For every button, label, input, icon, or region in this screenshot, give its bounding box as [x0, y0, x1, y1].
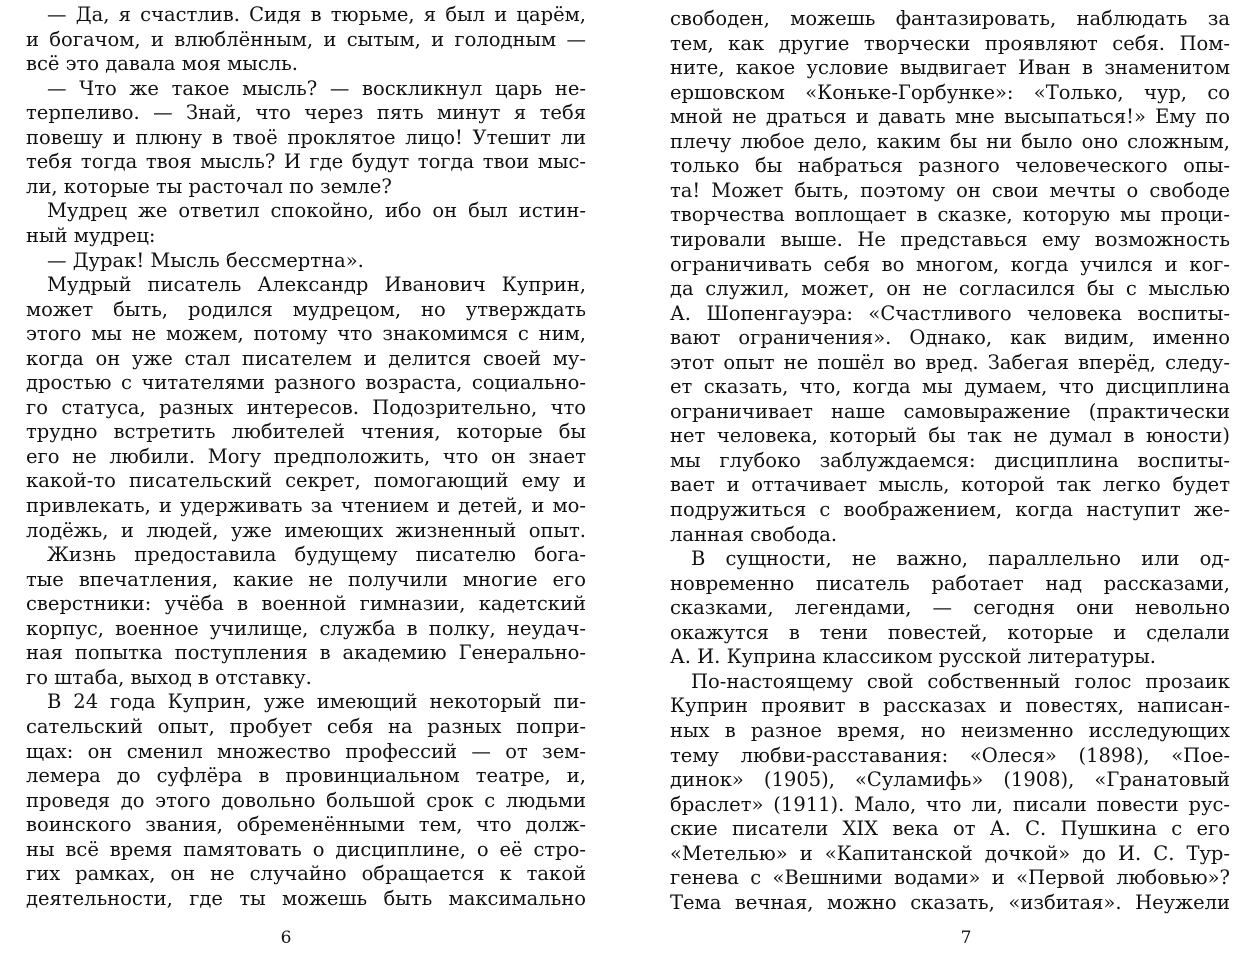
text-line: новременно писатель работает над рассказами, — [670, 571, 1230, 595]
text-line: — Что же такое мысль? — воскликнул царь не- — [47, 76, 586, 100]
page-number-right: 7 — [960, 928, 972, 948]
text-line: повешу и плюну в твоё проклятое лицо! Утешит ли — [26, 125, 586, 149]
text-line: только бы набраться разного человеческого опы- — [670, 154, 1230, 178]
text-line: ный мудрец: — [26, 223, 156, 247]
text-line: вает и оттачивает мысль, которой так легко будет — [670, 473, 1230, 497]
text-line: Тема вечная, можно сказать, «избитая». Неужели — [670, 890, 1230, 914]
text-line: ли, которые ты расточал по земле? — [26, 174, 392, 198]
text-line: го штаба, выход в отставку. — [26, 665, 312, 689]
text-line: тебя тогда твоя мысль? И где будут тогда твои мыс- — [26, 150, 586, 174]
text-line: «Метелью» и «Капитанской дочкой» до И. С. Тур- — [670, 841, 1230, 865]
text-line: мной не драться и давать мне высыпаться!» Ему по — [670, 105, 1230, 129]
text-line: В сущности, не важно, параллельно или од- — [691, 547, 1230, 571]
text-line: браслет» (1911). Мало, что ли, писали повести рус- — [670, 792, 1230, 816]
text-line: В 24 года Куприн, уже имеющий некоторый пи- — [47, 690, 586, 714]
text-line: да служил, может, он не согласился бы с мыслью — [670, 277, 1230, 301]
text-line: какой-то писательский секрет, помогающий ему и — [26, 469, 586, 493]
text-line: его не любили. Могу предположить, что он знает — [26, 444, 586, 468]
text-line: тему любви-расставания: «Олеся» (1898), «Пое- — [670, 743, 1230, 767]
text-line: свободен, можешь фантазировать, наблюдать за — [670, 7, 1230, 30]
text-line: По-настоящему свой собственный голос прозаик — [691, 669, 1230, 693]
text-line: плечу любое дело, каким бы ни было оно сложным, — [670, 129, 1230, 153]
text-line: ограничивать себя во многом, когда учился и ког- — [670, 252, 1230, 276]
text-line: — Дурак! Мысль бессмертна». — [47, 248, 364, 272]
text-line: деятельности, где ты можешь быть максимально — [26, 886, 586, 910]
text-line: щах: он сменил множество профессий — от зем- — [26, 739, 586, 763]
text-line: всё это давала моя мысль. — [26, 52, 298, 76]
page-number-left: 6 — [280, 928, 292, 948]
text-line: ная попытка поступления в академию Генерально- — [26, 641, 586, 665]
text-line: — Да, я счастлив. Сидя в тюрьме, я был и царём, — [47, 3, 586, 26]
text-line: тем, как другие творчески проявляют себя. Пом- — [670, 31, 1230, 55]
text-line: лодёжь, и людей, уже имеющих жизненный опыт. — [26, 518, 586, 542]
text-line: привлекать, и удерживать за чтением и детей, и мо- — [26, 494, 586, 517]
text-line: ет сказать, что, когда мы думаем, что дисциплина — [670, 375, 1230, 399]
text-line: сверстники: учёба в военной гимназии, кадетский — [26, 592, 586, 616]
text-line: лемера до суфлёра в провинциальном театре, и, — [26, 764, 586, 788]
text-line: Мудрый писатель Александр Иванович Куприн, — [47, 273, 586, 297]
text-line: Мудрец же ответил спокойно, ибо он был истин- — [47, 199, 586, 223]
text-line: ограничивает наше самовыражение (практически — [670, 399, 1230, 423]
text-line: та! Может быть, поэтому он свои мечты о свободе — [670, 178, 1230, 202]
text-line: и богачом, и влюблённым, и сытым, и голодным — — [26, 27, 586, 51]
text-line: проведя до этого довольно большой срок с людьми — [26, 788, 586, 812]
text-line: А. И. Куприна классиком русской литературы. — [670, 645, 1156, 669]
text-line: творчества воплощает в сказке, которую мы проци- — [670, 203, 1230, 227]
text-line: когда он уже стал писателем и делится своей му- — [26, 346, 586, 370]
left-page — [26, 0, 586, 956]
text-line: мы глубоко заблуждаемся: дисциплина воспиты- — [670, 448, 1230, 472]
text-line: этого мы не можем, потому что знакомимся с ним, — [26, 322, 586, 346]
text-line: генева с «Вешними водами» и «Первой любовью»? — [670, 866, 1230, 890]
text-line: окажутся в тени повестей, которые и сделали — [670, 620, 1230, 644]
text-line: ершовском «Коньке-Горбунке»: «Только, чур, со — [670, 80, 1230, 104]
text-line: динок» (1905), «Суламифь» (1908), «Гранатовый — [670, 768, 1230, 792]
text-line: ните, какое условие выдвигает Иван в знаменитом — [670, 56, 1230, 80]
right-page — [670, 0, 1230, 956]
text-line: трудно встретить любителей чтения, которые бы — [26, 420, 586, 444]
text-line: вают ограничения». Однако, как видим, именно — [670, 326, 1230, 350]
text-line: этот опыт не пошёл во вред. Забегая вперёд, следу- — [670, 350, 1230, 374]
text-line: Куприн проявит в рассказах и повестях, написан- — [670, 694, 1230, 718]
text-line: ных в разное время, но неизменно исследующих — [670, 718, 1230, 742]
text-line: А. Шопенгауэра: «Счастливого человека воспиты- — [670, 301, 1230, 325]
text-line: го статуса, разных интересов. Подозрительно, что — [26, 395, 586, 419]
text-line: сательский опыт, пробует себя на разных попри- — [26, 714, 586, 738]
text-line: корпус, военное училище, служба в полку, неудач- — [26, 616, 586, 640]
text-line: терпеливо. — Знай, что через пять минут я тебя — [26, 101, 586, 125]
text-line: тировали выше. Не представься ему возможность — [670, 227, 1230, 251]
text-line: подружиться с воображением, когда наступит же- — [670, 498, 1230, 521]
text-line: ны всё время памятовать о дисциплине, о её стро- — [26, 837, 586, 861]
text-line: дростью с читателями разного возраста, социально- — [26, 371, 586, 395]
text-line: сказками, легендами, — сегодня они невольно — [670, 596, 1230, 620]
text-line: тые впечатления, какие не получили многие его — [26, 567, 586, 591]
text-line: может быть, родился мудрецом, но утверждать — [26, 297, 586, 321]
text-line: нет человека, который бы так не думал в юности) — [670, 424, 1230, 448]
text-line: ланная свобода. — [670, 522, 838, 546]
text-line: Жизнь предоставила будущему писателю бога- — [47, 543, 586, 567]
text-line: ские писатели XIX века от А. С. Пушкина с его — [670, 817, 1230, 841]
text-line: гих рамках, он не случайно обращается к такой — [26, 862, 586, 886]
text-line: воинского звания, обременёнными тем, что долж- — [26, 813, 586, 837]
